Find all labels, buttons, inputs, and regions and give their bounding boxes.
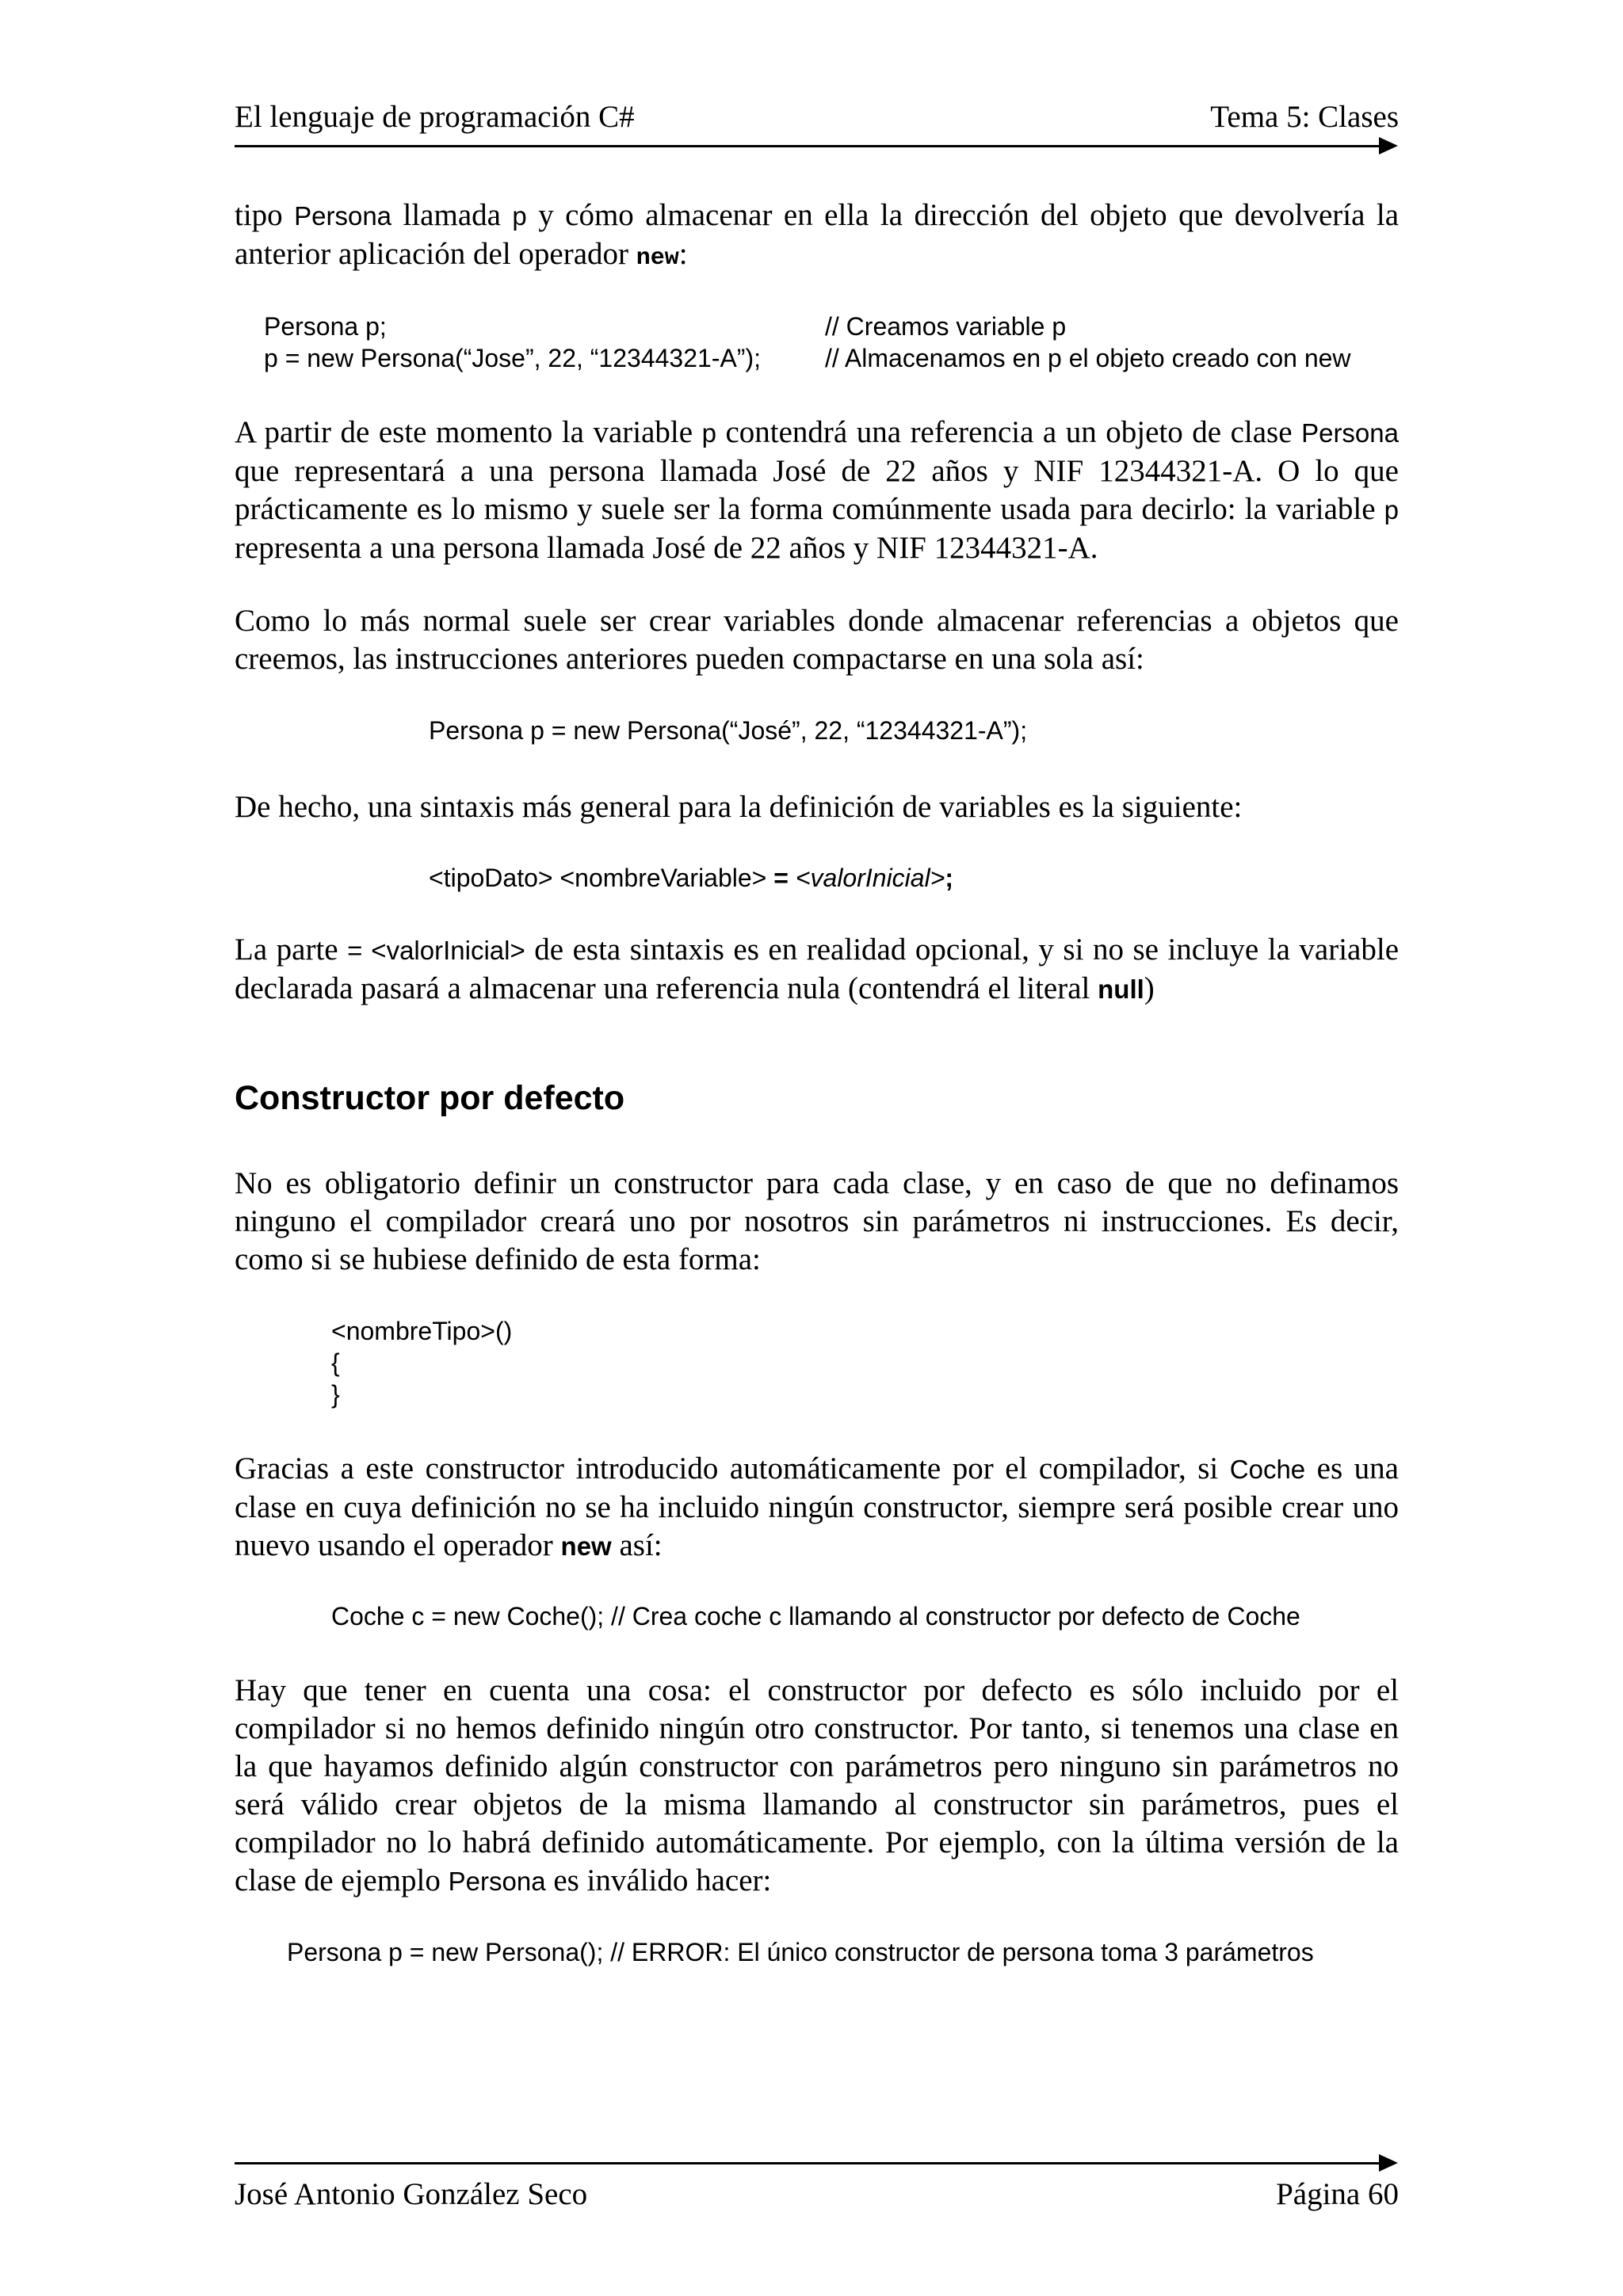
header-arrow-icon xyxy=(1379,137,1398,154)
code-declaration-line: Persona p; xyxy=(264,312,387,341)
code-constructor-signature: <nombreTipo>() xyxy=(331,1317,513,1345)
header-rule xyxy=(235,145,1380,147)
footer-author: José Antonio González Seco xyxy=(235,2177,588,2211)
paragraph-caveat: Hay que tener en cuenta una cosa: el constructor por defecto es sólo incluido por el compilador si no hemos definido ningún otro constructor. Por tanto, si tenemos una clase en la que hayamos definido algún constructor con parámetros pero ninguno sin parámetros no será válido crear objetos de la misma llamando al constructor sin parámetros, pues el compilador no lo habrá definido automáticamente. Por ejemplo, con la última versión de la clase de ejemplo Persona es inválido hacer: xyxy=(235,1673,1399,1897)
header-book-title: El lenguaje de programación C# xyxy=(235,100,635,134)
code-assignment-line: p = new Persona(“Jose”, 22, “12344321-A”); xyxy=(264,344,761,372)
code-compact-declaration: Persona p = new Persona(“José”, 22, “12344321-A”); xyxy=(429,716,1028,745)
code-syntax-template: <tipoDato> <nombreVariable> = <valorInicial>; xyxy=(429,864,954,892)
code-open-brace: { xyxy=(331,1348,340,1377)
header-chapter-title: Tema 5: Clases xyxy=(1210,100,1399,134)
code-declaration-comment: // Creamos variable p xyxy=(825,312,1067,341)
paragraph-reference: A partir de este momento la variable p contendrá una referencia a un objeto de clase Persona que representará a una persona llamada José de 22 años y NIF 12344321-A. O lo que prácticamente es lo mismo y suele ser la forma comúnmente usada para decirlo: la variable p representa a una persona llamada José de 22 años y NIF 12344321-A. xyxy=(235,415,1399,565)
paragraph-optional-init: La parte = <valorInicial> de esta sintaxis es en realidad opcional, y si no se incluye la variable declarada pasará a almacenar una referencia nula (contendrá el literal null) xyxy=(235,933,1399,1005)
footer-rule xyxy=(235,2162,1380,2164)
code-assignment-comment: // Almacenamos en p el objeto creado con new xyxy=(825,344,1351,372)
footer-page-number: Página 60 xyxy=(1276,2177,1399,2211)
code-invalid-instantiation: Persona p = new Persona(); // ERROR: El único constructor de persona toma 3 parámetros xyxy=(287,1938,1314,1966)
paragraph-syntax: De hecho, una sintaxis más general para la definición de variables es la siguiente: xyxy=(235,790,1243,824)
code-coche-instantiation: Coche c = new Coche(); // Crea coche c llamando al constructor por defecto de Coche xyxy=(331,1602,1300,1630)
paragraph-default-constructor: No es obligatorio definir un constructor para cada clase, y en caso de que no definamos ninguno el compilador creará uno por nosotros sin parámetros ni instrucciones. Es decir, como si se hubiese definido de esta forma: xyxy=(235,1166,1399,1276)
code-close-brace: } xyxy=(331,1380,340,1409)
section-heading: Constructor por defecto xyxy=(235,1079,625,1117)
footer-arrow-icon xyxy=(1379,2154,1398,2172)
paragraph-coche-example: Gracias a este constructor introducido automáticamente por el compilador, si Coche es una clase en cuya definición no se ha incluido ningún constructor, siempre será posible crear uno nuevo usando el operador new así: xyxy=(235,1451,1399,1562)
paragraph-compact: Como lo más normal suele ser crear variables donde almacenar referencias a objetos que creemos, las instrucciones anteriores pueden compactarse en una sola así: xyxy=(235,604,1399,676)
paragraph-intro: tipo Persona llamada p y cómo almacenar en ella la dirección del objeto que devolvería la anterior aplicación del operador new: xyxy=(235,198,1400,272)
